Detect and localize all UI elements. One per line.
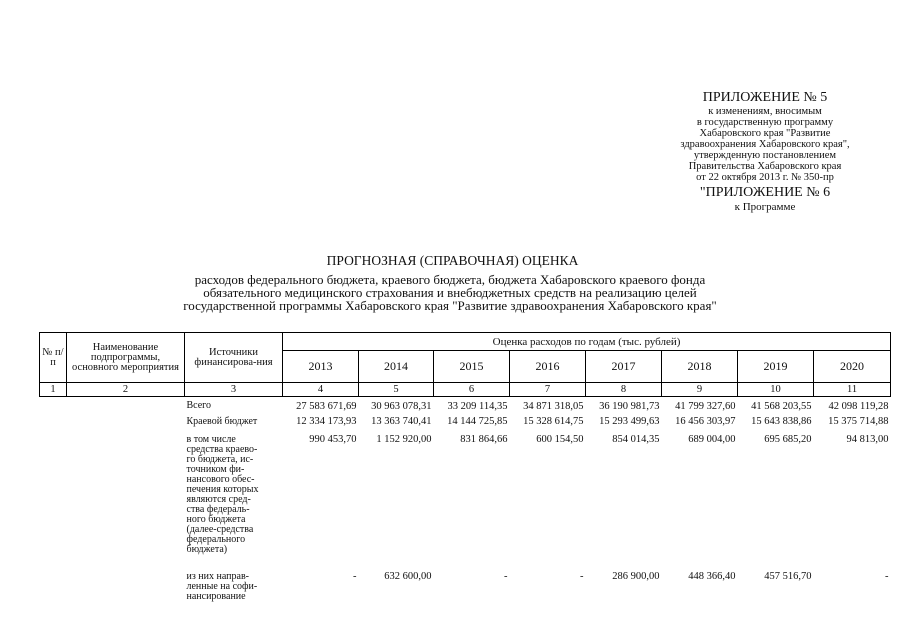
appendix-line: утвержденную постановлением	[693, 150, 837, 161]
value-cell: 600 154,50	[536, 434, 584, 445]
column-number: 8	[586, 383, 662, 397]
table-row	[40, 416, 891, 434]
subtitle-line: государственной программы Хабаровского края "Развитие здравоохранения Хабаровского края"	[183, 298, 717, 313]
value-cell: 632 600,00	[384, 571, 432, 582]
value-cell: 16 456 303,97	[675, 416, 736, 427]
header-num: № п/п	[40, 333, 67, 383]
column-number: 1	[40, 383, 67, 397]
table-row	[40, 397, 891, 417]
column-number: 4	[283, 383, 359, 397]
header-year: 2019	[738, 351, 814, 383]
document-subtitle	[100, 273, 800, 312]
value-cell: 12 334 173,93	[296, 416, 357, 427]
column-number: 2	[67, 383, 185, 397]
budget-table	[39, 332, 891, 613]
column-number-row	[40, 383, 891, 397]
column-number: 5	[359, 383, 434, 397]
appendix-title: ПРИЛОЖЕНИЕ № 5	[702, 90, 828, 105]
source-cell: Всего	[186, 400, 212, 411]
value-cell: 990 453,70	[309, 434, 357, 445]
column-number: 11	[814, 383, 891, 397]
header-year: 2013	[283, 351, 359, 383]
appendix-line: Правительства Хабаровского края	[688, 161, 842, 172]
source-cell: из них направ-ленные на софи-нансирование	[186, 571, 258, 602]
column-number: 10	[738, 383, 814, 397]
table-row	[40, 571, 891, 613]
value-cell: 689 004,00	[688, 434, 736, 445]
subtitle-line: расходов федерального бюджета, краевого бюджета, бюджета Хабаровского краевого фонда	[194, 272, 706, 287]
header-year: 2020	[814, 351, 891, 383]
value-cell: 15 293 499,63	[599, 416, 660, 427]
appendix-header	[640, 90, 890, 214]
value-cell: -	[885, 571, 889, 582]
table-row	[40, 434, 891, 571]
value-cell: 41 568 203,55	[751, 401, 812, 412]
header-year: 2016	[510, 351, 586, 383]
subtitle-line: обязательного медицинского страхования и внебюджетных средств на реализацию целей	[203, 285, 697, 300]
value-cell: 94 813,00	[846, 434, 889, 445]
value-cell: 831 864,66	[460, 434, 508, 445]
appendix-line: здравоохранения Хабаровского края",	[680, 139, 850, 150]
value-cell: 33 209 114,35	[447, 401, 508, 412]
appendix-title-2: "ПРИЛОЖЕНИЕ № 6	[699, 185, 831, 200]
source-cell: в том числе средства краево-го бюджета, ис-точником фи-нансового обес-печения которых являются сред-ства федераль-ного бюджета (далее-средства федерального бюджета)	[186, 434, 259, 555]
appendix-line: к изменениям, вносимым	[708, 106, 822, 117]
value-cell: 36 190 981,73	[599, 401, 660, 412]
appendix-subtitle-2: к Программе	[734, 201, 796, 213]
value-cell: -	[504, 571, 508, 582]
header-source: Источники финансирова-ния	[185, 333, 283, 383]
value-cell: 1 152 920,00	[376, 434, 432, 445]
value-cell: 34 871 318,05	[523, 401, 584, 412]
value-cell: 695 685,20	[764, 434, 812, 445]
appendix-line: от 22 октября 2013 г. № 350-пр	[696, 172, 834, 183]
value-cell: 854 014,35	[612, 434, 660, 445]
header-name: Наименование подпрограммы, основного мероприятия	[67, 333, 185, 383]
column-number: 9	[662, 383, 738, 397]
column-number: 6	[434, 383, 510, 397]
value-cell: 457 516,70	[764, 571, 812, 582]
header-year: 2018	[662, 351, 738, 383]
value-cell: 27 583 671,69	[296, 401, 357, 412]
value-cell: 15 375 714,88	[828, 416, 889, 427]
value-cell: 15 328 614,75	[523, 416, 584, 427]
document-title: ПРОГНОЗНАЯ (СПРАВОЧНАЯ) ОЦЕНКА	[326, 253, 579, 268]
value-cell: 13 363 740,41	[371, 416, 432, 427]
header-year: 2015	[434, 351, 510, 383]
value-cell: -	[580, 571, 584, 582]
appendix-line: в государственную программу	[696, 117, 834, 128]
value-cell: 448 366,40	[688, 571, 736, 582]
column-number: 7	[510, 383, 586, 397]
value-cell: 286 900,00	[612, 571, 660, 582]
header-year: 2014	[359, 351, 434, 383]
header-year: 2017	[586, 351, 662, 383]
value-cell: 15 643 838,86	[751, 416, 812, 427]
appendix-line: Хабаровского края "Развитие	[699, 128, 831, 139]
value-cell: -	[353, 571, 357, 582]
value-cell: 41 799 327,60	[675, 401, 736, 412]
header-estimate: Оценка расходов по годам (тыс. рублей)	[283, 333, 891, 351]
value-cell: 30 963 078,31	[371, 401, 432, 412]
value-cell: 42 098 119,28	[828, 401, 889, 412]
source-cell: Краевой бюджет	[186, 416, 258, 427]
column-number: 3	[185, 383, 283, 397]
value-cell: 14 144 725,85	[447, 416, 508, 427]
